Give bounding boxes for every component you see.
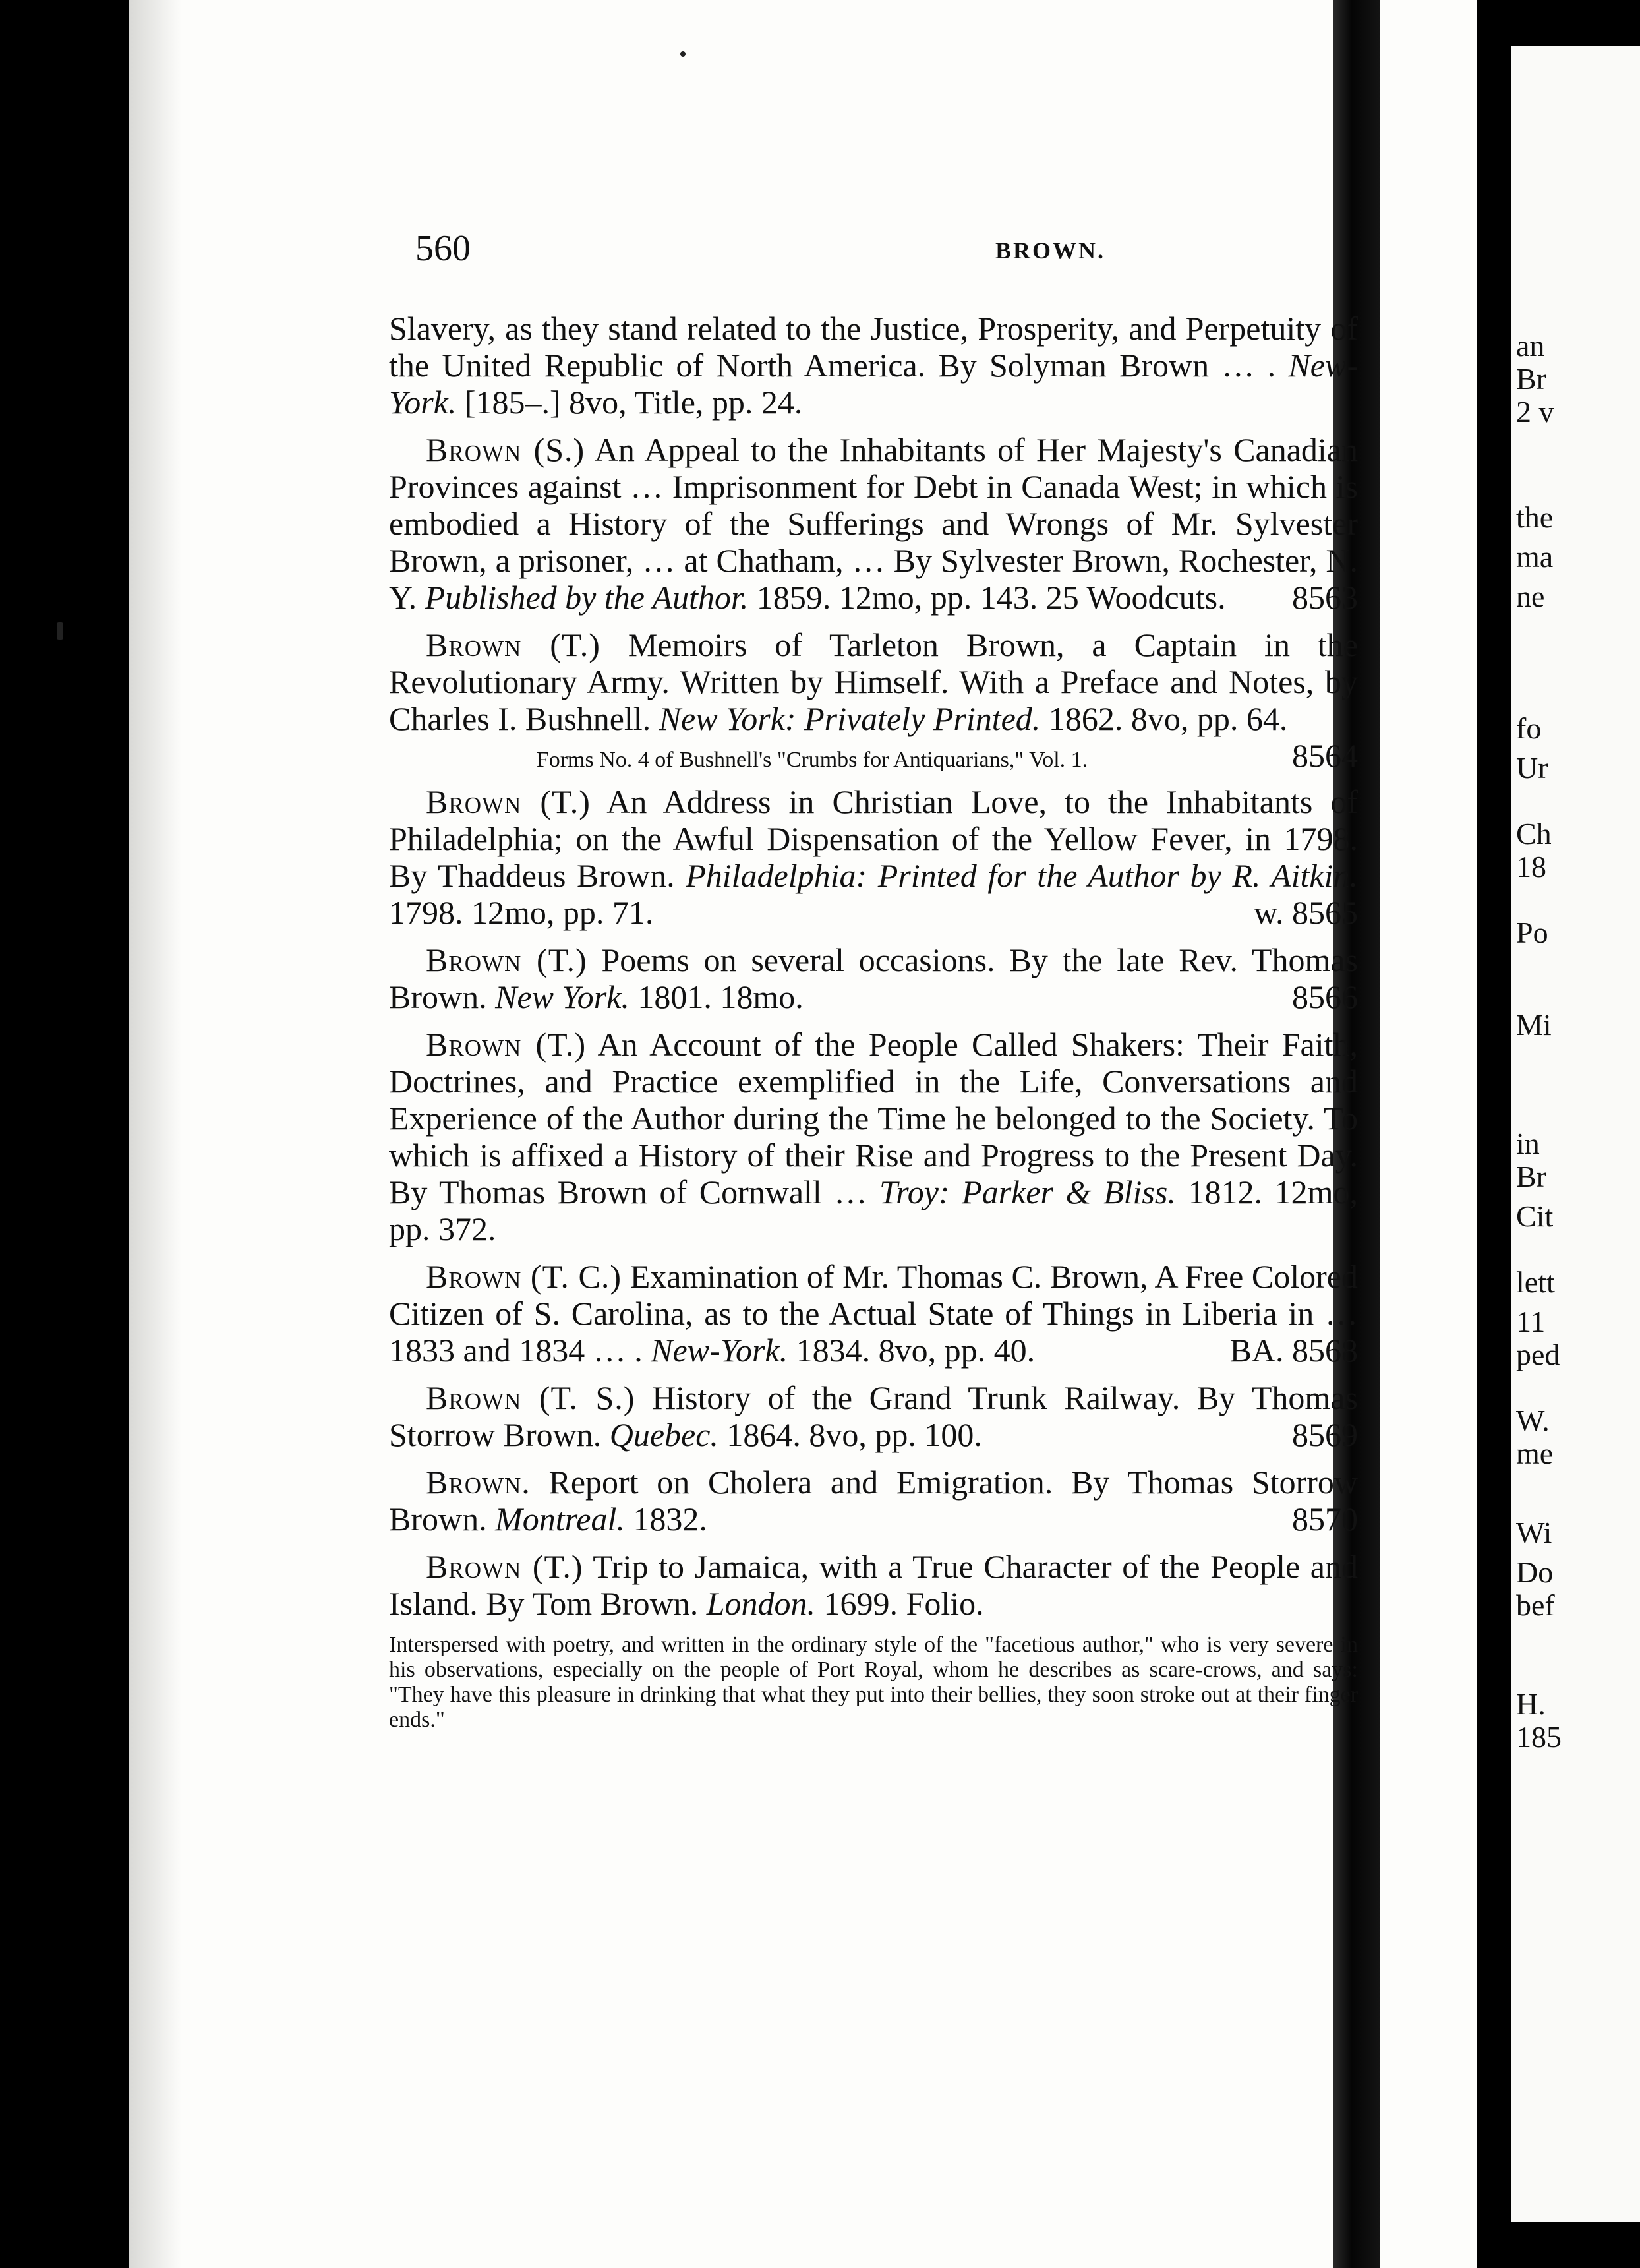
facing-page-fragment: 185 <box>1516 1720 1562 1754</box>
entry-heading: Brown (T.) <box>426 1026 587 1063</box>
entry-number: 8570 <box>1292 1501 1358 1537</box>
entry-text: Poems on several occasions. By the late Rev. Thomas Brown. <box>389 941 1358 1015</box>
entry-text: 1798. 12mo, pp. 71. <box>389 894 654 931</box>
entry-note: Interspersed with poetry, and written in the ordinary style of the "facetious author," who is very severe in his observations, especially on the people of Port Royal, whom he describes as scare-crows, and says: "They have this pleasure in drinking that what they put into their bellies, they soon stroke out at their finger ends." <box>389 1632 1358 1732</box>
entry-brown-ts <box>389 1379 1358 1453</box>
entry-brown-t-address <box>389 783 1358 931</box>
entry-text: 1812. 12mo, pp. 372. <box>389 1174 1358 1247</box>
entry-text: An Appeal to the Inhabitants of Her Majesty's Canadian Provinces against … Imprisonment for Debt in Canada West; in which is embodied a History of the Sufferings and Wrongs of Mr. Sylvester Brown, a prisoner, … at Chatham, … By Sylvester Brown, Rochester, N. Y. <box>389 431 1359 616</box>
entry-text: 1862. 8vo, pp. 64. <box>1040 700 1288 737</box>
entry-imprint: Montreal. <box>495 1501 625 1537</box>
entry-note: Forms No. 4 of Bushnell's "Crumbs for Antiquarians," Vol. 1. <box>536 748 1088 772</box>
entry-number: 8569 <box>1292 1416 1358 1453</box>
facing-page-fragment: in <box>1516 1127 1540 1160</box>
entry-heading: Brown (T. C.) <box>426 1258 622 1295</box>
facing-page-fragment: lett <box>1516 1265 1555 1299</box>
entry-text: [185–.] 8vo, Title, pp. 24. <box>456 384 803 421</box>
entry-imprint: New-York. <box>651 1332 788 1369</box>
facing-page-fragment: ped <box>1516 1338 1560 1371</box>
facing-page-fragment: Po <box>1516 916 1548 949</box>
scan-speck <box>57 622 63 640</box>
entry-brown-cholera <box>389 1464 1358 1537</box>
facing-page-fragment: the <box>1516 500 1554 534</box>
entry-number: 8566 <box>1292 978 1358 1015</box>
facing-page-fragment: 2 v <box>1516 395 1554 429</box>
entry-brown-tc <box>389 1258 1358 1369</box>
entry-imprint: Quebec. <box>609 1416 718 1453</box>
entry-text: 1801. 18mo. <box>629 978 804 1015</box>
entry-text: History of the Grand Trunk Railway. By Thomas Storrow Brown. <box>389 1379 1358 1453</box>
facing-page-fragment: ne <box>1516 580 1545 613</box>
facing-page-fragment: W. <box>1516 1404 1550 1437</box>
entry-imprint: Published by the Author. <box>425 579 749 616</box>
entry-number: 8563 <box>1292 579 1358 616</box>
facing-page-fragment: Wi <box>1516 1516 1552 1549</box>
entry-text: Report on Cholera and Emigration. By Thomas Storrow Brown. <box>389 1464 1358 1537</box>
facing-page-fragment: Ch <box>1516 817 1552 850</box>
facing-page-fragment: Mi <box>1516 1008 1552 1042</box>
entry-text: 1832. <box>624 1501 707 1537</box>
entry-imprint: Troy: Parker & Bliss. <box>879 1174 1176 1210</box>
entry-heading: Brown (T.) <box>426 783 591 820</box>
page-number: 560 <box>415 228 471 269</box>
running-head: BROWN. <box>995 237 1106 264</box>
entry-heading: Brown (S.) <box>426 431 585 468</box>
facing-page-fragment: Cit <box>1516 1199 1554 1233</box>
entry-text: An Address in Christian Love, to the Inhabitants of Philadelphia; on the Awful Dispensation of the Yellow Fever, in 1798. By Thaddeus Brown. <box>389 783 1358 894</box>
entry-text: 1699. Folio. <box>815 1585 984 1622</box>
facing-page-fragment: fo <box>1516 711 1542 745</box>
entry-heading: Brown (T.) <box>426 626 600 663</box>
entry-number: 8564 <box>1292 737 1358 774</box>
entry-number: w. 8565 <box>1254 894 1358 931</box>
entry-imprint: Philadelphia: Printed for the Author by R. Aitkin. <box>686 857 1358 894</box>
entry-text: 1859. 12mo, pp. 143. 25 Woodcuts. <box>748 579 1226 616</box>
facing-page-fragment: an <box>1516 329 1545 363</box>
entry-text: Slavery, as they stand related to the Justice, Prosperity, and Perpetuity of the United Republic of North America. By Solyman Brown … . <box>389 310 1358 384</box>
entry-text: Trip to Jamaica, with a True Character of the People and Island. By Tom Brown. <box>389 1548 1358 1622</box>
facing-page-fragment: me <box>1516 1437 1554 1470</box>
entry-heading: Brown. <box>426 1464 531 1501</box>
entry-imprint: London. <box>706 1585 816 1622</box>
entry-brown-s <box>389 431 1358 616</box>
scan-speck <box>680 51 686 57</box>
facing-page-fragment: Ur <box>1516 751 1548 785</box>
facing-page-fragment: Br <box>1516 362 1546 396</box>
entry-text: 1864. 8vo, pp. 100. <box>718 1416 982 1453</box>
entry-heading: Brown (T.) <box>426 941 587 978</box>
entry-imprint: New York. <box>495 978 630 1015</box>
page-edge-shadow <box>129 0 182 2268</box>
facing-page-fragment: Br <box>1516 1160 1546 1193</box>
facing-page <box>1511 46 1640 2222</box>
facing-page-fragment: 18 <box>1516 850 1546 883</box>
entry-slavery-continued <box>389 310 1358 421</box>
facing-page-fragment: 11 <box>1516 1305 1546 1338</box>
page-header <box>283 227 1364 274</box>
facing-page-fragment: ma <box>1516 540 1554 574</box>
entry-brown-t-shakers <box>389 1026 1358 1247</box>
entry-text: An Account of the People Called Shakers: Their Faith, Doctrines, and Practice exemplified in the Life, Conversations and Experience of the Author during the Time he belonged to the Society. To which is affixed a History of their Rise and Progress to the Present Day. By Thomas Brown of Cornwall … <box>389 1026 1358 1210</box>
entry-heading: Brown (T.) <box>426 1548 583 1585</box>
entry-number: BA. 8568 <box>1229 1332 1358 1369</box>
entry-brown-t-jamaica <box>389 1548 1358 1622</box>
entry-imprint: New-York. <box>389 347 1358 421</box>
facing-page-fragment: Do <box>1516 1555 1554 1589</box>
entry-brown-t-poems <box>389 941 1358 1015</box>
bibliography-text <box>389 310 1358 1743</box>
entry-text: Examination of Mr. Thomas C. Brown, A Free Colored Citizen of S. Carolina, as to the Actual State of Things in Liberia in … 1833 and 1834 … . <box>389 1258 1359 1369</box>
entry-text: Memoirs of Tarleton Brown, a Captain in the Revolutionary Army. Written by Himself. With a Preface and Notes, by Charles I. Bushnell. <box>389 626 1358 737</box>
entry-imprint: New York: Privately Printed. <box>659 700 1041 737</box>
entry-heading: Brown (T. S.) <box>426 1379 635 1416</box>
facing-page-fragment: bef <box>1516 1588 1555 1622</box>
entry-text: 1834. 8vo, pp. 40. <box>788 1332 1036 1369</box>
facing-page-fragment: H. <box>1516 1687 1546 1721</box>
